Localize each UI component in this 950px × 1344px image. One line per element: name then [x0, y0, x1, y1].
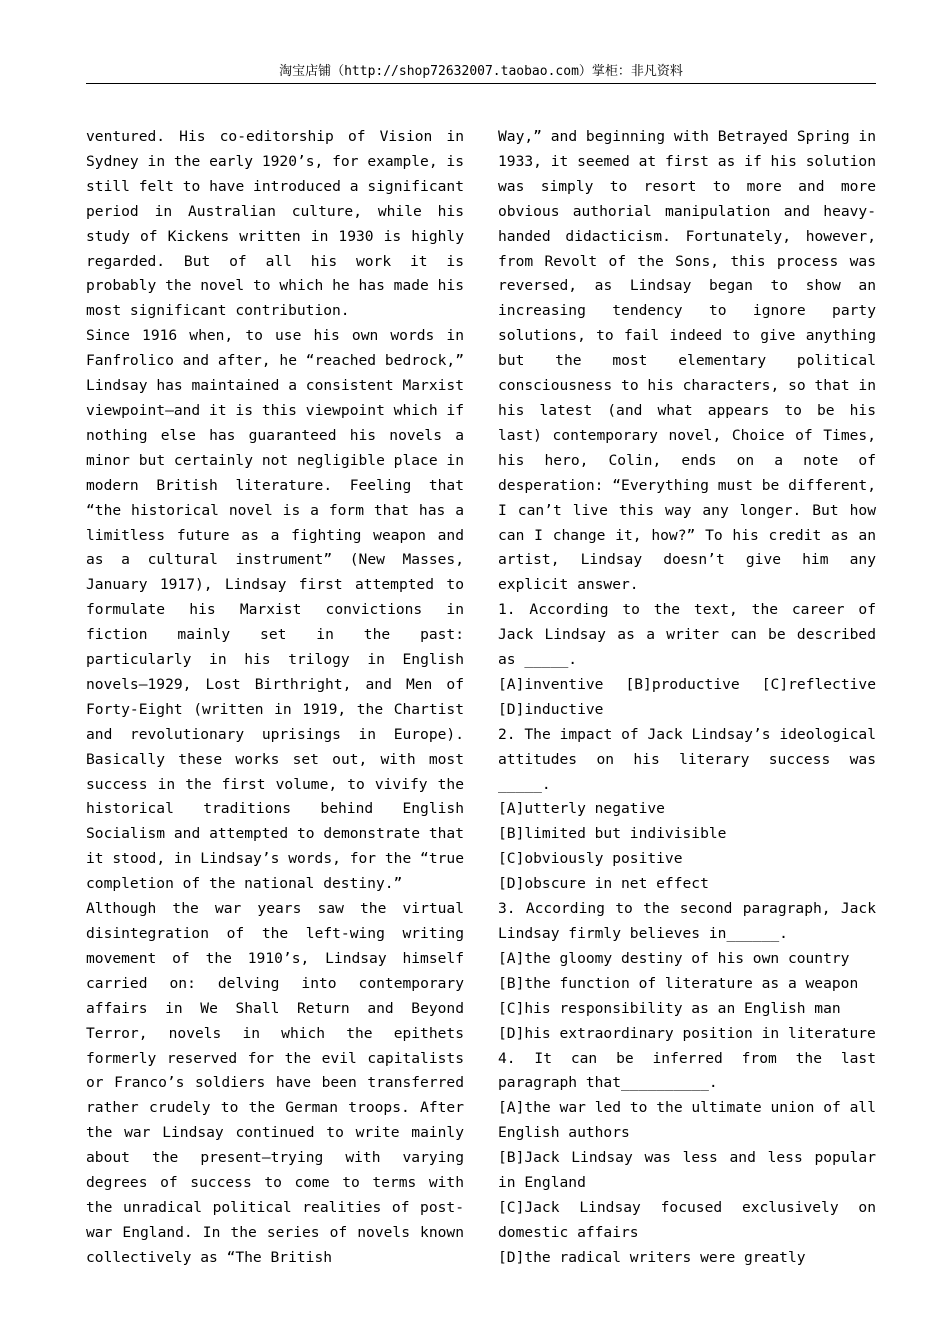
question-stem: 3. According to the second paragraph, Jack Lindsay firmly believes in______. — [498, 900, 876, 942]
paragraph: Way,” and beginning with Betrayed Spring in 1933, it seemed at first as if his solution was simply to resort to more and more obvious authorial manipulation and heavy-handed didacticism. Fortunately, however, from Revolt of the Sons, this process was reversed, as Lindsay began to show an increasing tendency to ignore party solutions, to fail indeed to give anything but the most elementary political consciousness to his characters, so that in his latest (and what appears to be his last) contemporary novel, Choice of Times, his hero, Colin, ends on a note of desperation: “Everything must be different, I can’t live this way any longer. But how can I change it, how?” To his credit as an artist, Lindsay doesn’t give him any explicit answer. — [498, 128, 876, 594]
paragraph: Since 1916 when, to use his own words in Fanfrolico and after, he “reached bedrock,” Lindsay has maintained a consistent Marxist viewpoint—and it is this viewpoint which if nothing else has guaranteed his novels a minor but certainly not negligible place in modern British literature. Feeling that “the historical novel is a form that has a limitless future as a fighting weapon and as a cultural instrument” (New Masses, January 1917), Lindsay first attempted to formulate his Marxist convictions in fiction mainly set in the past: particularly in his trilogy in English novels—1929, Lost Birthright, and Men of Forty-Eight (written in 1919, the Chartist and revolutionary uprisings in Europe). Basically these works set out, with most success in the first volume, to vivify the historical traditions behind English Socialism and attempted to demonstrate that it stood, in Lindsay’s words, for the “true completion of the national destiny.” — [86, 327, 464, 893]
option-row — [498, 673, 876, 698]
option-b: [B]the function of literature as a weapon — [498, 974, 859, 992]
question-2 — [498, 723, 876, 897]
question-3 — [498, 897, 876, 1046]
option-d: [D]the radical writers were greatly — [498, 1248, 806, 1266]
question-stem: 4. It can be inferred from the last paragraph that__________. — [498, 1049, 876, 1092]
option-b: [B]limited but indivisible — [498, 825, 727, 843]
paragraph: Although the war years saw the virtual disintegration of the left-wing writing movement of the 1910’s, Lindsay himself carried on: delving into contemporary affairs in We Shall Return and Beyond Terror, novels in which the epithets formerly reserved for the evil capitalists or Franco’s soldiers have been transferred rather crudely to the German troops. After the war Lindsay continued to write mainly about the present—trying with varying degrees of success to come to terms with the unradical political realities of post-war England. In the series of novels known collectively as “The British — [86, 900, 464, 1266]
option-a: [A]the war led to the ultimate union of all English authors — [498, 1099, 876, 1142]
left-column — [86, 125, 464, 1271]
option-b: [B]Jack Lindsay was less and less popular in England — [498, 1149, 876, 1192]
question-1 — [498, 598, 876, 723]
option-d: [D]his extraordinary position in literature — [498, 1024, 876, 1042]
question-stem: 1. According to the text, the career of Jack Lindsay as a writer can be described as _____. — [498, 601, 876, 669]
option-c: [C]reflective — [761, 675, 876, 693]
option-c: [C]Jack Lindsay focused exclusively on domestic affairs — [498, 1198, 876, 1241]
option-b: [B]productive — [625, 675, 740, 693]
option-d: [D]inductive — [498, 700, 604, 718]
right-column — [498, 125, 876, 1271]
option-a: [A]inventive — [498, 675, 604, 693]
option-a: [A]the gloomy destiny of his own country — [498, 949, 850, 967]
option-c: [C]obviously positive — [498, 850, 683, 868]
option-d: [D]obscure in net effect — [498, 875, 709, 893]
option-a: [A]utterly negative — [498, 800, 665, 818]
option-c: [C]his responsibility as an English man — [498, 999, 841, 1017]
page-header: 淘宝店铺（http://shop72632007.taobao.com）掌柜：非凡资料 — [279, 64, 683, 79]
question-4 — [498, 1047, 876, 1271]
question-stem: 2. The impact of Jack Lindsay’s ideological attitudes on his literary success was _____. — [498, 725, 876, 793]
header-divider — [86, 83, 876, 84]
paragraph: ventured. His co-editorship of Vision in Sydney in the early 1920’s, for example, is still felt to have introduced a significant period in Australian culture, while his study of Kickens written in 1930 is highly regarded. But of all his work it is probably the novel to which he has made his most significant contribution. — [86, 128, 464, 320]
